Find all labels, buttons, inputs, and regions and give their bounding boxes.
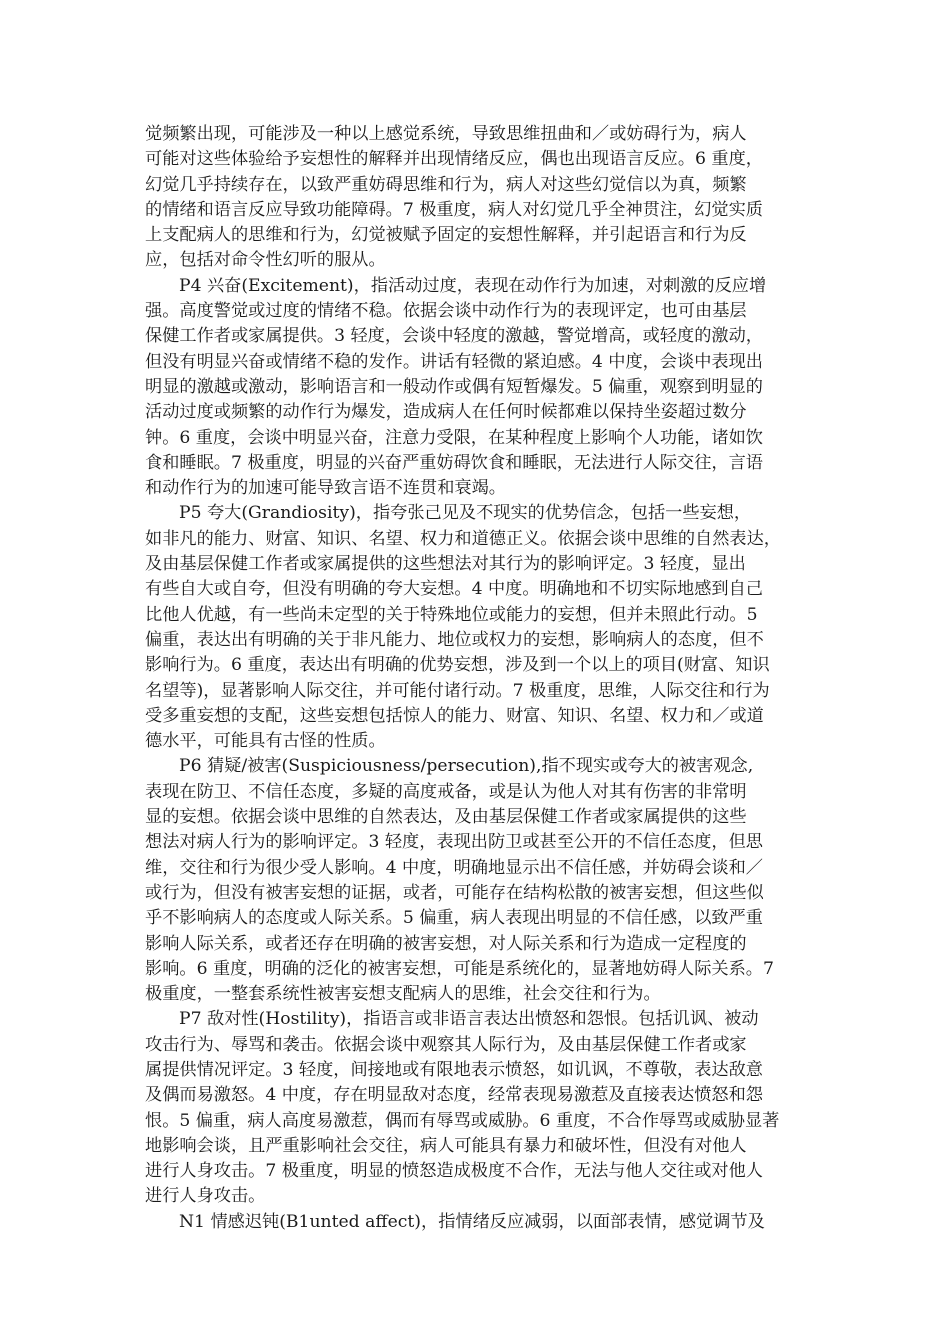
paragraph-p6-suspiciousness: P6 猜疑/被害(Suspiciousness/persecution),指不现实或夸大的被害观念, 表现在防卫、不信任态度，多疑的高度戒备，或是认为他人对其有伤害的非常明 显的妄想。依据会谈中思维的自然表达，及由基层保健工作者或家属提供的这些 想法对病人行为的影响评定。3 轻度，表现出防卫或甚至公开的不信任态度，但思 维，交往和行为很少受人影响。4 中度，明确地显示出不信任感，并妨碍会谈和／ 或行为，但没有被害妄想的证据，或者，可能存在结构松散的被害妄想，但这些似 乎不影响病人的态度或人际关系。5 偏重，病人表现出明显的不信任感，以致严重 影响人际关系，或者还存在明确的被害妄想，对人际关系和行为造成一定程度的 影响。6 重度，明确的泛化的被害妄想，可能是系统化的，显著地妨碍人际关系。7 极重度，一整套系统性被害妄想支配病人的思维，社会交往和行为。 [145, 756, 774, 1005]
paragraph-p7-hostility: P7 敌对性(Hostility)，指语言或非语言表达出愤怒和怨恨。包括讥讽、被动 攻击行为、辱骂和袭击。依据会谈中观察其人际行为，及由基层保健工作者或家 属提供情况评定。3 轻度，间接地或有限地表示愤怒，如讥讽，不尊敬，表达敌意 及偶而易激怒。4 中度，存在明显敌对态度，经常表现易激惹及直接表达愤怒和怨 恨。5 偏重，病人高度易激惹，偶而有辱骂或威胁。6 重度，不合作辱骂或威胁显著 地影响会谈，且严重影响社会交往，病人可能具有暴力和破坏性，但没有对他人 进行人身攻击。7 极重度，明显的愤怒造成极度不合作，无法与他人交往或对他人 进行人身攻击。 [145, 1009, 780, 1207]
paragraph-p4-excitement: P4 兴奋(Excitement)，指活动过度，表现在动作行为加速，对刺激的反应增 强。高度警觉或过度的情绪不稳。依据会谈中动作行为的表现评定，也可由基层 保健工作者或家属提供。3 轻度，会谈中轻度的激越，警觉增高，或轻度的激动， 但没有明显兴奋或情绪不稳的发作。讲话有轻微的紧迫感。4 中度，会谈中表现出 明显的激越或激动，影响语言和一般动作或偶有短暂爆发。5 偏重，观察到明显的 活动过度或频繁的动作行为爆发，造成病人在任何时候都难以保持坐姿超过数分 钟。6 重度，会谈中明显兴奋，注意力受限，在某种程度上影响个人功能，诸如饮 食和睡眠。7 极重度，明显的兴奋严重妨碍饮食和睡眠，无法进行人际交往，言语 和动作行为的加速可能导致言语不连贯和衰竭。 [145, 275, 767, 499]
paragraph-p3-continuation: 觉频繁出现，可能涉及一种以上感觉系统，导致思维扭曲和／或妨碍行为，病人 可能对这些体验给予妄想性的解释并出现情绪反应，偶也出现语言反应。6 重度， 幻觉几乎持续存在，以致严重妨碍思维和行为，病人对这些幻觉信以为真，频繁 的情绪和语言反应导致功能障碍。7 极重度，病人对幻觉几乎全神贯注，幻觉实质 上支配病人的思维和行为，幻觉被赋予固定的妄想性解释，并引起语言和行为反 应，包括对命令性幻听的服从。 [145, 124, 763, 271]
paragraph-n1-blunted-affect: N1 情感迟钝(B1unted affect)，指情绪反应减弱，以面部表情，感觉调节及 [179, 1211, 765, 1232]
paragraph-p5-grandiosity: P5 夸大(Grandiosity)，指夸张己见及不现实的优势信念，包括一些妄想， 如非凡的能力、财富、知识、名望、权力和道德正义。依据会谈中思维的自然表达， 及由基层保健工作者或家属提供的这些想法对其行为的影响评定。3 轻度，显出 有些自大或自夸，但没有明确的夸大妄想。4 中度。明确地和不切实际地感到自己 比他人优越，有一些尚未定型的关于特殊地位或能力的妄想，但并未照此行动。5 偏重，表达出有明确的关于非凡能力、地位或权力的妄想，影响病人的态度，但不 影响行为。6 重度，表达出有明确的优势妄想，涉及到一个以上的项目(财富、知识 名望等)，显著影响人际交往，并可能付诸行动。7 极重度，思维，人际交往和行为 受多重妄想的支配，这些妄想包括惊人的能力、财富、知识、名望、权力和／或道 德水平，可能具有古怪的性质。 [145, 503, 781, 752]
document-page [145, 122, 807, 1235]
